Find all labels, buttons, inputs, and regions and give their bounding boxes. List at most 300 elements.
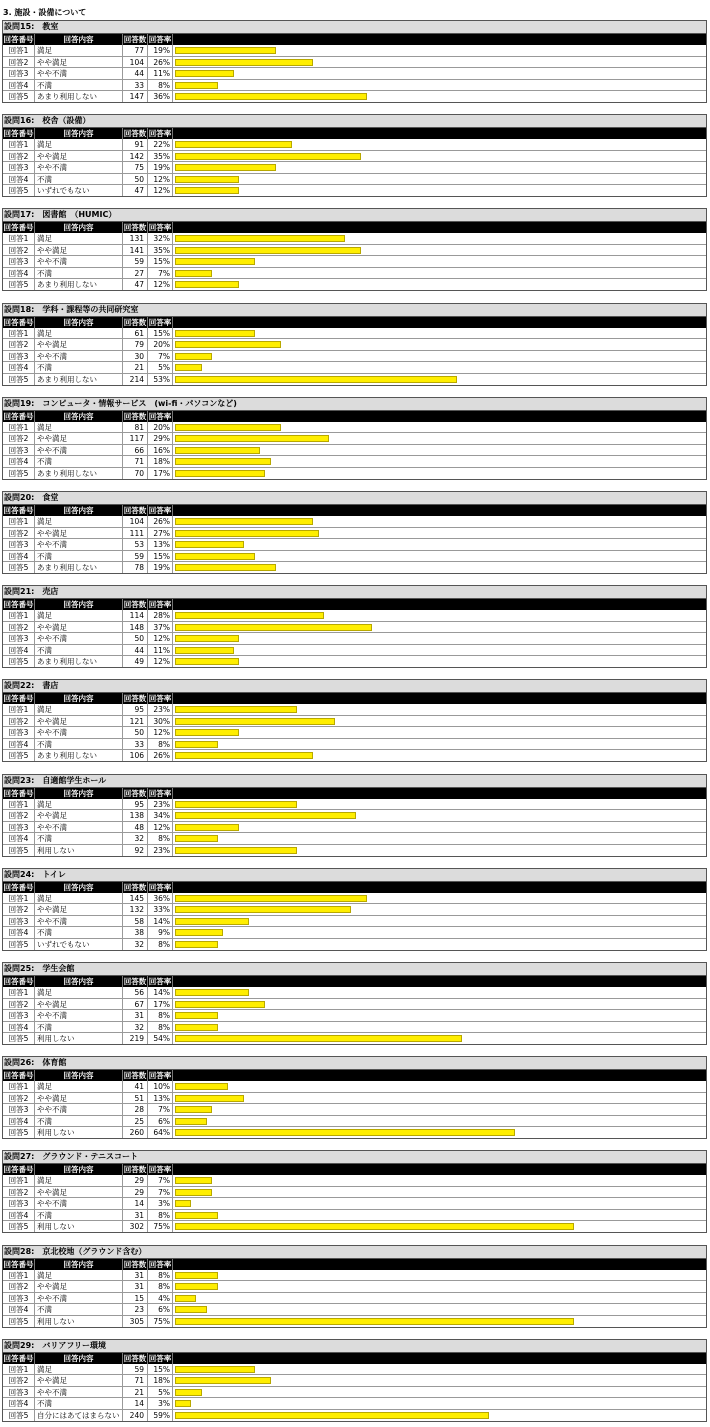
answer-no: 回答1: [3, 422, 35, 433]
header-answer-rate: 回答率: [148, 129, 172, 139]
header-answer-count: 回答数: [123, 506, 147, 515]
answer-count: 27: [123, 268, 148, 279]
table-row: [3, 162, 706, 174]
answer-count: 147: [123, 91, 148, 103]
question-title: 設問25: 学生会館: [3, 963, 706, 976]
answer-rate: 11%: [148, 68, 173, 79]
answer-rate: 19%: [148, 562, 173, 574]
answer-no: 回答2: [3, 433, 35, 444]
header-answer-no: 回答番号: [3, 506, 34, 515]
answer-label: 利用しない: [35, 1221, 123, 1233]
answer-rate: 14%: [148, 916, 173, 927]
answer-rate: 3%: [148, 1398, 173, 1409]
table-header: [3, 317, 706, 328]
answer-no: 回答3: [3, 1104, 35, 1115]
question-title: 設問23: 自適館学生ホール: [3, 775, 706, 788]
answer-count: 71: [123, 1375, 148, 1386]
answer-rate: 20%: [148, 339, 173, 350]
table-row: [3, 80, 706, 92]
answer-label: 満足: [35, 799, 123, 810]
header-bar-area: [173, 317, 706, 328]
answer-rate: 7%: [148, 1175, 173, 1186]
answer-no: 回答4: [3, 362, 35, 373]
answer-rate: 13%: [148, 1093, 173, 1104]
answer-label: 満足: [35, 516, 123, 527]
table-row: [3, 562, 706, 574]
table-row: [3, 833, 706, 845]
answer-label: あまり利用しない: [35, 562, 123, 574]
answer-no: 回答4: [3, 1116, 35, 1127]
bar-cell: [173, 539, 706, 550]
answer-label: 満足: [35, 704, 123, 715]
table-header: [3, 411, 706, 422]
answer-rate: 75%: [148, 1221, 173, 1233]
answer-rate: 33%: [148, 904, 173, 915]
bar: [175, 141, 292, 148]
bar: [175, 518, 313, 525]
bar: [175, 706, 297, 713]
table-row: [3, 351, 706, 363]
table-row: [3, 916, 706, 928]
bar: [175, 176, 239, 183]
answer-count: 104: [123, 516, 148, 527]
answer-label: やや満足: [35, 1375, 123, 1386]
answer-count: 47: [123, 185, 148, 197]
answer-rate: 15%: [148, 328, 173, 339]
answer-label: やや満足: [35, 1281, 123, 1292]
bar: [175, 1377, 271, 1384]
bar: [175, 1389, 202, 1396]
header-answer-rate: 回答率: [148, 694, 172, 704]
header-answer-rate: 回答率: [148, 35, 172, 44]
bar: [175, 752, 313, 759]
table-row: [3, 1022, 706, 1034]
answer-no: 回答1: [3, 799, 35, 810]
answer-rate: 37%: [148, 622, 173, 633]
table-row: [3, 245, 706, 257]
question-title: 設問15: 教室: [3, 21, 706, 34]
answer-count: 106: [123, 750, 148, 762]
bar: [175, 1024, 218, 1031]
bar-cell: [173, 1270, 706, 1281]
table-header: [3, 222, 706, 233]
bar-cell: [173, 1081, 706, 1092]
answer-count: 132: [123, 904, 148, 915]
bar: [175, 281, 239, 288]
answer-label: やや不満: [35, 256, 123, 267]
bar-cell: [173, 528, 706, 539]
answer-label: やや満足: [35, 810, 123, 821]
bar-cell: [173, 91, 706, 103]
answer-label: やや満足: [35, 999, 123, 1010]
answer-no: 回答1: [3, 987, 35, 998]
table-header: [3, 882, 706, 893]
header-answer-content: 回答内容: [35, 222, 123, 233]
table-row: [3, 727, 706, 739]
table-row: [3, 233, 706, 245]
answer-count: 59: [123, 551, 148, 562]
header-answer-count: 回答数: [123, 223, 147, 233]
header-answer-rate: 回答率: [148, 506, 172, 515]
answer-label: やや不満: [35, 1198, 123, 1209]
bar-cell: [173, 810, 706, 821]
table-row: [3, 68, 706, 80]
header-bar-area: [173, 34, 706, 45]
answer-label: やや不満: [35, 68, 123, 79]
answer-rate: 20%: [148, 422, 173, 433]
question-table: [2, 208, 707, 291]
question-title: 設問27: グラウンド・テニスコート: [3, 1151, 706, 1164]
answer-label: 利用しない: [35, 1033, 123, 1045]
header-answer-rate: 回答率: [148, 1259, 172, 1269]
answer-count: 25: [123, 1116, 148, 1127]
bar: [175, 647, 234, 654]
answer-label: あまり利用しない: [35, 656, 123, 668]
bar-cell: [173, 328, 706, 339]
answer-count: 29: [123, 1187, 148, 1198]
answer-no: 回答5: [3, 939, 35, 951]
bar: [175, 235, 345, 242]
bar-cell: [173, 174, 706, 185]
answer-no: 回答5: [3, 1127, 35, 1139]
bar-cell: [173, 456, 706, 467]
answer-rate: 36%: [148, 893, 173, 904]
answer-label: やや満足: [35, 528, 123, 539]
bar: [175, 247, 361, 254]
bar-cell: [173, 562, 706, 574]
answer-count: 14: [123, 1198, 148, 1209]
table-row: [3, 516, 706, 528]
header-answer-no: 回答番号: [3, 788, 34, 798]
bar-cell: [173, 1187, 706, 1198]
bar-cell: [173, 362, 706, 373]
answer-label: やや満足: [35, 1187, 123, 1198]
answer-no: 回答4: [3, 1398, 35, 1409]
bar-cell: [173, 716, 706, 727]
answer-label: 不満: [35, 1210, 123, 1221]
bar: [175, 258, 255, 265]
answer-label: やや不満: [35, 633, 123, 644]
header-answer-count: 回答数: [123, 129, 147, 139]
bar: [175, 824, 239, 831]
table-header: [3, 1070, 706, 1081]
bar-cell: [173, 656, 706, 668]
answer-rate: 35%: [148, 151, 173, 162]
answer-rate: 3%: [148, 1198, 173, 1209]
bar: [175, 47, 276, 54]
bar: [175, 530, 319, 537]
table-header: [3, 599, 706, 610]
header-answer-rate: 回答率: [148, 317, 172, 327]
answer-rate: 15%: [148, 551, 173, 562]
question-title: 設問21: 売店: [3, 586, 706, 599]
answer-no: 回答1: [3, 704, 35, 715]
answer-count: 240: [123, 1410, 148, 1422]
table-header: [3, 128, 706, 139]
header-answer-content: 回答内容: [35, 788, 123, 799]
answer-label: やや満足: [35, 904, 123, 915]
bar-cell: [173, 1033, 706, 1045]
answer-count: 33: [123, 80, 148, 91]
bar-cell: [173, 633, 706, 644]
answer-label: やや満足: [35, 716, 123, 727]
answer-count: 32: [123, 833, 148, 844]
bar: [175, 1189, 212, 1196]
answer-rate: 22%: [148, 139, 173, 150]
answer-no: 回答3: [3, 68, 35, 79]
header-answer-rate: 回答率: [148, 1165, 172, 1175]
answer-count: 75: [123, 162, 148, 173]
answer-no: 回答5: [3, 562, 35, 574]
bar: [175, 1212, 218, 1219]
answer-rate: 26%: [148, 57, 173, 68]
answer-no: 回答4: [3, 645, 35, 656]
table-row: [3, 328, 706, 340]
bar: [175, 1306, 207, 1313]
table-row: [3, 716, 706, 728]
table-row: [3, 57, 706, 69]
header-bar-area: [173, 976, 706, 987]
answer-count: 138: [123, 810, 148, 821]
table-row: [3, 845, 706, 857]
answer-rate: 18%: [148, 456, 173, 467]
header-bar-area: [173, 599, 706, 610]
answer-label: 満足: [35, 1364, 123, 1375]
bar: [175, 70, 234, 77]
bar: [175, 447, 260, 454]
answer-count: 47: [123, 279, 148, 291]
answer-label: 利用しない: [35, 1316, 123, 1328]
table-row: [3, 1187, 706, 1199]
bar-cell: [173, 1364, 706, 1375]
answer-no: 回答4: [3, 551, 35, 562]
table-row: [3, 1281, 706, 1293]
header-bar-area: [173, 788, 706, 799]
answer-count: 305: [123, 1316, 148, 1328]
answer-count: 77: [123, 45, 148, 56]
table-row: [3, 551, 706, 563]
answer-rate: 8%: [148, 1210, 173, 1221]
header-answer-no: 回答番号: [3, 1259, 34, 1269]
question-table: [2, 868, 707, 951]
bar-cell: [173, 610, 706, 621]
bar: [175, 1129, 515, 1136]
bar: [175, 895, 367, 902]
answer-count: 121: [123, 716, 148, 727]
answer-no: 回答1: [3, 233, 35, 244]
bar-cell: [173, 904, 706, 915]
answer-rate: 8%: [148, 833, 173, 844]
header-answer-content: 回答内容: [35, 693, 123, 704]
header-answer-no: 回答番号: [3, 223, 34, 233]
answer-no: 回答3: [3, 256, 35, 267]
answer-count: 260: [123, 1127, 148, 1139]
table-row: [3, 1221, 706, 1233]
answer-rate: 8%: [148, 1270, 173, 1281]
answer-count: 131: [123, 233, 148, 244]
answer-no: 回答2: [3, 716, 35, 727]
answer-label: やや満足: [35, 339, 123, 350]
answer-label: やや不満: [35, 1293, 123, 1304]
header-answer-content: 回答内容: [35, 599, 123, 610]
header-answer-count: 回答数: [123, 35, 147, 44]
bar: [175, 353, 212, 360]
answer-no: 回答5: [3, 91, 35, 103]
header-answer-count: 回答数: [123, 977, 147, 986]
bar-cell: [173, 233, 706, 244]
question-title: 設問28: 京北校地（グラウンド含む）: [3, 1246, 706, 1259]
bar: [175, 270, 212, 277]
bar-cell: [173, 445, 706, 456]
bar-cell: [173, 645, 706, 656]
answer-no: 回答2: [3, 339, 35, 350]
answer-label: やや不満: [35, 822, 123, 833]
answer-rate: 36%: [148, 91, 173, 103]
bar: [175, 164, 276, 171]
answer-no: 回答5: [3, 656, 35, 668]
table-row: [3, 799, 706, 811]
table-row: [3, 279, 706, 291]
answer-rate: 59%: [148, 1410, 173, 1422]
header-answer-count: 回答数: [123, 411, 147, 421]
header-answer-content: 回答内容: [35, 1164, 123, 1175]
bar: [175, 929, 223, 936]
table-row: [3, 645, 706, 657]
table-row: [3, 374, 706, 386]
bar-cell: [173, 1221, 706, 1233]
answer-rate: 13%: [148, 539, 173, 550]
table-row: [3, 456, 706, 468]
table-header: [3, 1164, 706, 1175]
answer-rate: 29%: [148, 433, 173, 444]
answer-count: 114: [123, 610, 148, 621]
answer-count: 78: [123, 562, 148, 574]
header-answer-no: 回答番号: [3, 1071, 34, 1081]
answer-rate: 30%: [148, 716, 173, 727]
answer-rate: 23%: [148, 704, 173, 715]
answer-rate: 8%: [148, 1010, 173, 1021]
answer-count: 67: [123, 999, 148, 1010]
bar-cell: [173, 1281, 706, 1292]
answer-count: 23: [123, 1304, 148, 1315]
header-answer-content: 回答内容: [35, 505, 123, 516]
answer-no: 回答1: [3, 328, 35, 339]
header-answer-content: 回答内容: [35, 317, 123, 328]
answer-rate: 6%: [148, 1116, 173, 1127]
question-title: 設問29: バリアフリー環境: [3, 1340, 706, 1353]
table-header: [3, 1259, 706, 1270]
answer-count: 219: [123, 1033, 148, 1045]
table-row: [3, 151, 706, 163]
answer-no: 回答1: [3, 610, 35, 621]
answer-no: 回答1: [3, 45, 35, 56]
bar: [175, 1412, 489, 1419]
answer-count: 31: [123, 1010, 148, 1021]
header-answer-rate: 回答率: [148, 882, 172, 892]
answer-label: やや不満: [35, 351, 123, 362]
table-row: [3, 1375, 706, 1387]
bar-cell: [173, 256, 706, 267]
table-row: [3, 750, 706, 762]
bar-cell: [173, 1104, 706, 1115]
table-header: [3, 505, 706, 516]
question-table: [2, 679, 707, 762]
answer-no: 回答1: [3, 1364, 35, 1375]
table-row: [3, 256, 706, 268]
answer-count: 81: [123, 422, 148, 433]
answer-count: 142: [123, 151, 148, 162]
answer-count: 21: [123, 362, 148, 373]
table-row: [3, 999, 706, 1011]
answer-rate: 53%: [148, 374, 173, 386]
bar: [175, 1012, 218, 1019]
answer-count: 61: [123, 328, 148, 339]
bar-cell: [173, 1022, 706, 1033]
bar: [175, 376, 457, 383]
answer-label: 不満: [35, 1116, 123, 1127]
answer-no: 回答2: [3, 999, 35, 1010]
header-answer-no: 回答番号: [3, 35, 34, 44]
answer-count: 79: [123, 339, 148, 350]
bar-cell: [173, 999, 706, 1010]
question-title: 設問17: 図書館 （HUMIC）: [3, 209, 706, 222]
bar: [175, 612, 324, 619]
header-bar-area: [173, 128, 706, 139]
bar-cell: [173, 1375, 706, 1386]
header-answer-rate: 回答率: [148, 1353, 172, 1363]
bar: [175, 564, 276, 571]
answer-no: 回答4: [3, 268, 35, 279]
table-row: [3, 1127, 706, 1139]
header-answer-count: 回答数: [123, 1259, 147, 1269]
answer-no: 回答5: [3, 845, 35, 857]
bar-cell: [173, 433, 706, 444]
table-row: [3, 987, 706, 999]
header-bar-area: [173, 693, 706, 704]
answer-label: やや不満: [35, 916, 123, 927]
header-answer-count: 回答数: [123, 317, 147, 327]
bar: [175, 1318, 574, 1325]
question-title: 設問26: 体育館: [3, 1057, 706, 1070]
header-bar-area: [173, 505, 706, 516]
table-row: [3, 822, 706, 834]
answer-no: 回答2: [3, 57, 35, 68]
answer-no: 回答3: [3, 162, 35, 173]
table-row: [3, 528, 706, 540]
answer-rate: 54%: [148, 1033, 173, 1045]
bar-cell: [173, 704, 706, 715]
answer-label: いずれでもない: [35, 185, 123, 197]
bar: [175, 470, 265, 477]
answer-rate: 8%: [148, 80, 173, 91]
answer-no: 回答2: [3, 1281, 35, 1292]
bar: [175, 435, 329, 442]
header-answer-count: 回答数: [123, 1071, 147, 1081]
answer-no: 回答1: [3, 1270, 35, 1281]
answer-label: いずれでもない: [35, 939, 123, 951]
answer-label: 満足: [35, 893, 123, 904]
answer-count: 104: [123, 57, 148, 68]
answer-count: 51: [123, 1093, 148, 1104]
answer-count: 145: [123, 893, 148, 904]
bar: [175, 1272, 218, 1279]
answer-label: やや不満: [35, 162, 123, 173]
header-answer-content: 回答内容: [35, 128, 123, 139]
table-row: [3, 362, 706, 374]
answer-label: 不満: [35, 1022, 123, 1033]
header-answer-count: 回答数: [123, 1353, 147, 1363]
header-bar-area: [173, 1353, 706, 1364]
